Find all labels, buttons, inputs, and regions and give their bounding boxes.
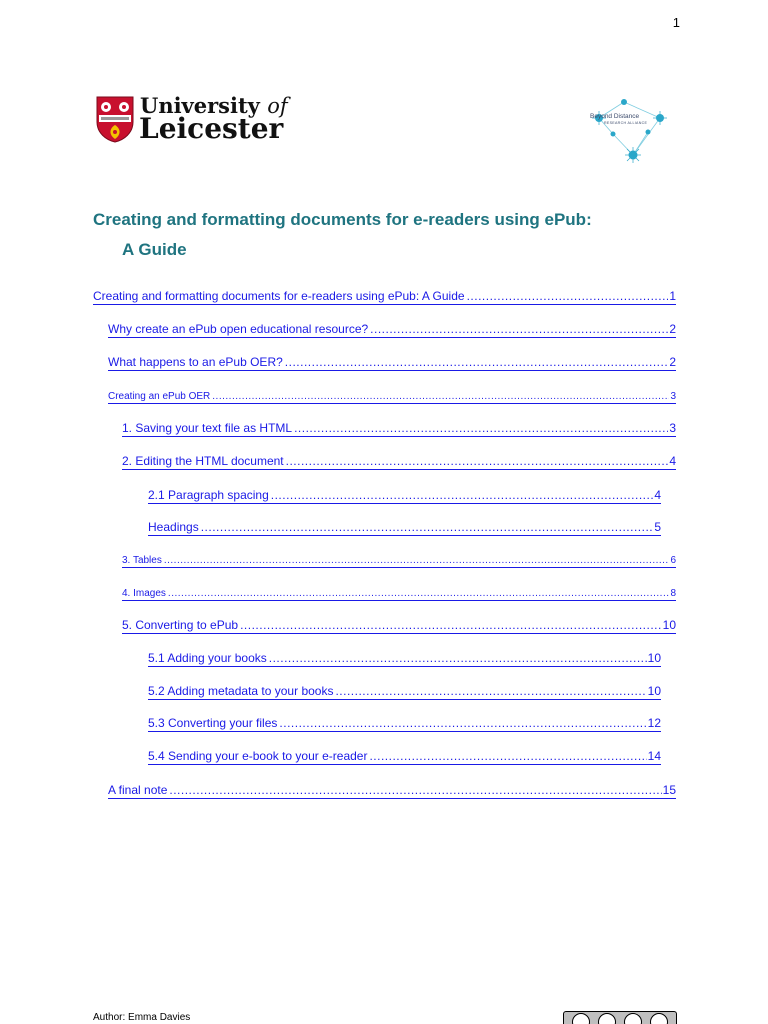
toc-entry-adding-metadata[interactable]	[148, 684, 661, 700]
toc-leader	[212, 391, 669, 402]
toc-entry-label: 2.1 Paragraph spacing	[148, 488, 269, 502]
toc-entry-page: 2	[669, 322, 676, 336]
document-title-line2: A Guide	[122, 240, 187, 259]
toc-leader	[279, 716, 646, 730]
toc-entry-converting-files[interactable]	[148, 716, 661, 732]
toc-entry-creating-epub-oer[interactable]	[108, 388, 676, 404]
toc-entry-label: 4. Images	[122, 588, 166, 599]
toc-entry-what-happens[interactable]	[108, 355, 676, 371]
toc-entry-why-create[interactable]	[108, 322, 676, 338]
creative-commons-license-icon	[563, 1011, 677, 1024]
toc-leader	[335, 684, 646, 698]
toc-leader	[294, 421, 668, 435]
toc-entry-paragraph-spacing[interactable]	[148, 488, 661, 504]
toc-entry-page: 3	[669, 421, 676, 435]
share-alike-icon	[650, 1013, 668, 1024]
toc-leader	[269, 651, 647, 665]
partner-logo-line2: RESEARCH ALLIANCE	[604, 121, 648, 125]
toc-entry-converting-epub[interactable]	[122, 618, 676, 634]
toc-entry-page: 10	[647, 684, 661, 698]
author-line: Author: Emma Davies	[93, 1012, 191, 1023]
toc-entry-page: 2	[669, 355, 676, 369]
toc-entry-editing-html[interactable]	[122, 454, 676, 470]
toc-entry-page: 15	[662, 783, 676, 797]
toc-entry-page: 12	[647, 716, 661, 730]
toc-entry-label: 5.1 Adding your books	[148, 651, 267, 665]
toc-leader	[369, 749, 646, 763]
toc-entry-adding-books[interactable]	[148, 651, 661, 667]
university-name-line2: Leicester	[139, 112, 284, 145]
toc-entry-label: 5.2 Adding metadata to your books	[148, 684, 334, 698]
toc-leader	[467, 289, 669, 303]
toc-entry-label: Why create an ePub open educational resource?	[108, 322, 369, 336]
toc-leader	[286, 454, 669, 468]
toc-entry-page: 6	[670, 555, 676, 566]
toc-leader	[370, 322, 668, 336]
toc-entry-sending-ebook[interactable]	[148, 749, 661, 765]
toc-entry-label: What happens to an ePub OER?	[108, 355, 283, 369]
toc-entry-page: 14	[647, 749, 661, 763]
toc-entry-page: 5	[654, 520, 661, 534]
document-title-line1: Creating and formatting documents for e-readers using ePub:	[93, 210, 592, 229]
toc-entry-label: 2. Editing the HTML document	[122, 454, 284, 468]
toc-entry-page: 10	[647, 651, 661, 665]
page-number: 1	[672, 15, 680, 30]
toc-entry-images[interactable]	[122, 585, 676, 601]
toc-entry-guide[interactable]	[93, 289, 676, 305]
toc-leader	[164, 555, 670, 566]
toc-entry-page: 1	[669, 289, 676, 303]
university-name-line1: University of	[140, 93, 288, 118]
toc-entry-label: A final note	[108, 783, 168, 797]
toc-entry-page: 10	[662, 618, 676, 632]
toc-entry-final-note[interactable]	[108, 783, 676, 799]
toc-entry-headings[interactable]	[148, 520, 661, 536]
toc-leader	[240, 618, 662, 632]
toc-leader	[271, 488, 654, 502]
partner-logo-line1: Beyond Distance	[590, 113, 640, 120]
toc-leader	[285, 355, 669, 369]
toc-entry-label: Creating and formatting documents for e-readers using ePub: A Guide	[93, 289, 465, 303]
toc-entry-label: 1. Saving your text file as HTML	[122, 421, 293, 435]
toc-entry-page: 4	[669, 454, 676, 468]
toc-leader	[168, 588, 670, 599]
toc-entry-page: 4	[654, 488, 661, 502]
cc-icon	[572, 1013, 590, 1024]
toc-entry-page: 3	[670, 391, 676, 402]
toc-entry-label: Creating an ePub OER	[108, 391, 211, 402]
toc-entry-label: 5.4 Sending your e-book to your e-reader	[148, 749, 368, 763]
toc-entry-saving-html[interactable]	[122, 421, 676, 437]
toc-entry-label: 5.3 Converting your files	[148, 716, 278, 730]
toc-entry-tables[interactable]	[122, 552, 676, 568]
toc-entry-page: 8	[670, 588, 676, 599]
toc-entry-label: 5. Converting to ePub	[122, 618, 239, 632]
toc-leader	[201, 520, 654, 534]
noncommercial-icon	[624, 1013, 642, 1024]
toc-entry-label: Headings	[148, 520, 199, 534]
toc-leader	[169, 783, 661, 797]
toc-entry-label: 3. Tables	[122, 555, 162, 566]
attribution-icon	[598, 1013, 616, 1024]
